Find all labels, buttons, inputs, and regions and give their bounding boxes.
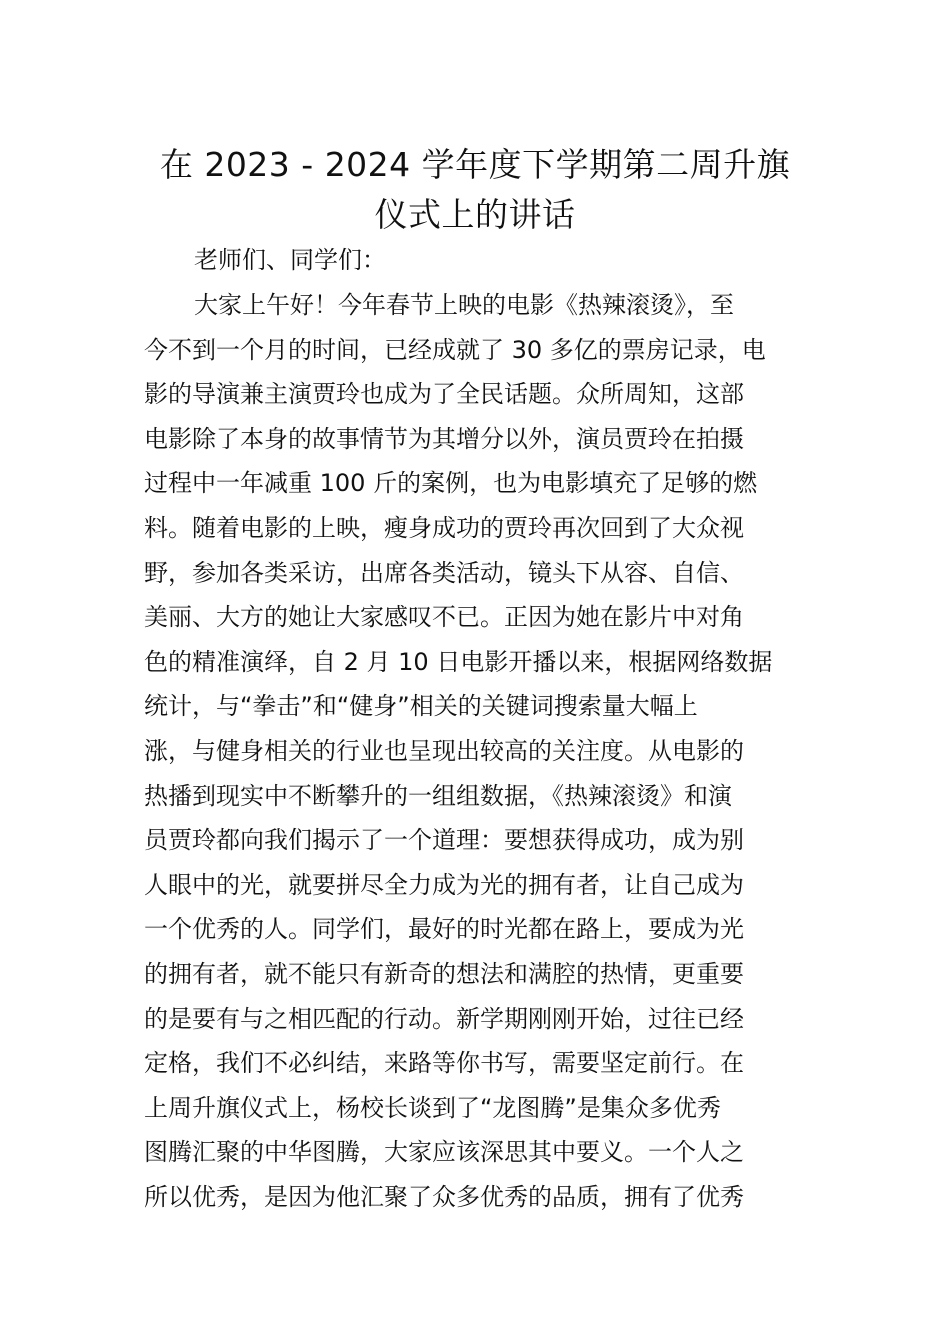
body-line: 电影除了本身的故事情节为其增分以外，演员贾玲在拍摄 — [144, 424, 744, 453]
title-line-2: 仪式上的讲话 — [374, 195, 576, 235]
body-line: 的是要有与之相匹配的行动。新学期刚刚开始，过往已经 — [144, 1004, 744, 1033]
body-line: 一个优秀的人。同学们，最好的时光都在路上，要成为光 — [144, 915, 744, 944]
body-line: 热播到现实中不断攀升的一组组数据，《热辣滚烫》和演 — [144, 781, 732, 810]
body-line: 过程中一年减重 100 斤的案例，也为电影填充了足够的燃 — [144, 469, 758, 498]
body-line: 今不到一个月的时间，已经成就了 30 多亿的票房记录，电 — [144, 335, 766, 364]
body-line: 料。随着电影的上映，瘦身成功的贾玲再次回到了大众视 — [144, 513, 744, 542]
body-line: 涨，与健身相关的行业也呈现出较高的关注度。从电影的 — [144, 736, 744, 765]
body-line: 员贾玲都向我们揭示了一个道理：要想获得成功，成为别 — [144, 826, 744, 855]
body-line: 统计，与“拳击”和“健身”相关的关键词搜索量大幅上 — [144, 692, 698, 721]
title-line-1: 在 2023 - 2024 学年度下学期第二周升旗 — [159, 145, 791, 185]
body-line: 所以优秀，是因为他汇聚了众多优秀的品质，拥有了优秀 — [144, 1182, 744, 1211]
body-line: 影的导演兼主演贾玲也成为了全民话题。众所周知，这部 — [144, 380, 744, 409]
body-line: 大家上午好！今年春节上映的电影《热辣滚烫》，至 — [194, 291, 734, 319]
document-title — [140, 140, 810, 240]
body-text — [144, 283, 806, 1219]
body-line: 的拥有者，就不能只有新奇的想法和满腔的热情，更重要 — [144, 959, 744, 988]
body-line: 野，参加各类采访，出席各类活动，镜头下从容、自信、 — [144, 558, 744, 587]
body-line: 图腾汇聚的中华图腾，大家应该深思其中要义。一个人之 — [144, 1138, 744, 1167]
body-line: 上周升旗仪式上，杨校长谈到了“龙图腾”是集众多优秀 — [144, 1093, 721, 1122]
body-line: 色的精准演绎，自 2 月 10 日电影开播以来，根据网络数据 — [144, 647, 773, 676]
salutation: 老师们、同学们： — [194, 246, 386, 274]
body-line: 定格，我们不必纠结，来路等你书写，需要坚定前行。在 — [144, 1049, 744, 1078]
body-line: 美丽、大方的她让大家感叹不已。正因为她在影片中对角 — [144, 603, 744, 632]
body-line: 人眼中的光，就要拼尽全力成为光的拥有者，让自己成为 — [144, 870, 744, 899]
